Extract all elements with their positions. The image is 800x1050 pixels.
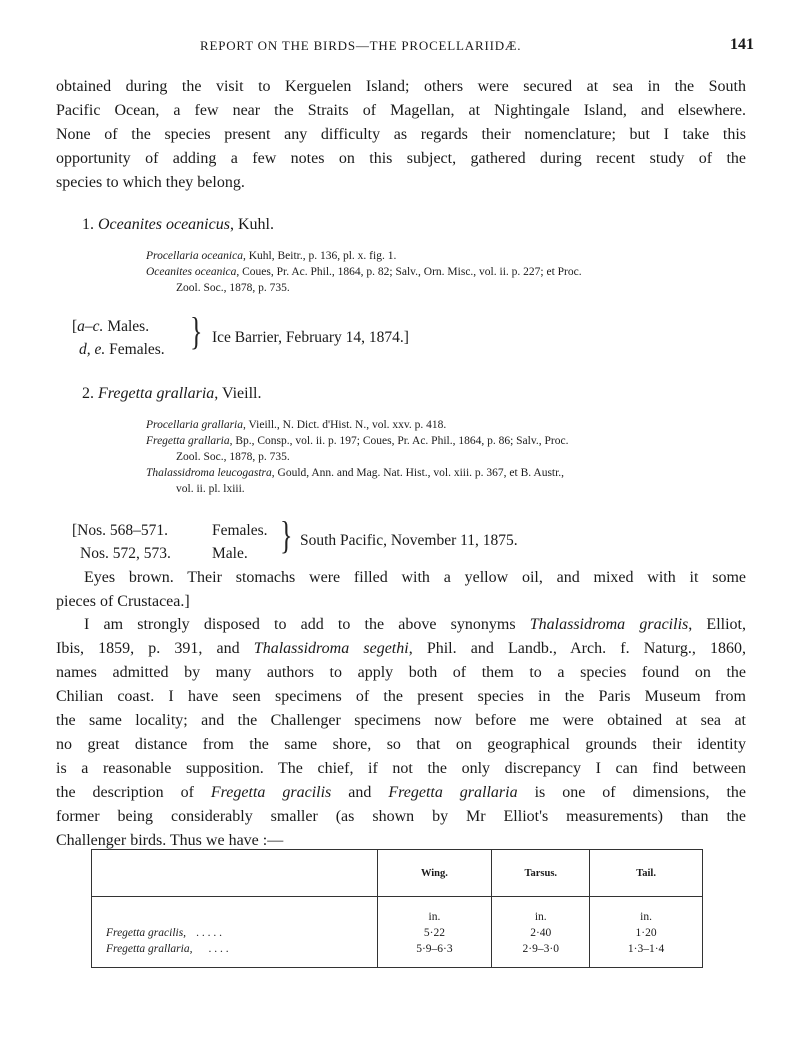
text-run: is one of dimensions, the bbox=[517, 784, 747, 801]
note-line-1: Eyes brown. Their stomachs were filled with a yellow oil, and mixed with it some bbox=[84, 569, 746, 586]
discussion-line-9: former being considerably smaller (as shown by Mr Elliot's measurements) than the bbox=[56, 808, 746, 825]
taxon-name: Thalassidroma segethi bbox=[253, 640, 409, 657]
leader-dots: . . . . . bbox=[196, 927, 222, 939]
species-1-synonymy bbox=[146, 248, 582, 296]
synonym-line bbox=[146, 433, 568, 449]
tail-cell: 1·3–1·4 bbox=[590, 943, 703, 968]
species-1-author: , Kuhl. bbox=[229, 216, 274, 233]
synonym-continuation: Zool. Soc., 1878, p. 735. bbox=[176, 451, 290, 463]
specimen-line-1 bbox=[72, 318, 149, 336]
species-2-author: , Vieill. bbox=[214, 385, 262, 402]
table-cell bbox=[92, 897, 378, 924]
intro-paragraph bbox=[56, 75, 746, 195]
table-header-cell bbox=[92, 850, 378, 897]
discussion-line-5: the same locality; and the Challenger specimens now before me were obtained at sea at bbox=[56, 712, 746, 729]
species-1-heading bbox=[82, 216, 274, 234]
table-row bbox=[92, 923, 703, 943]
text-run: and bbox=[331, 784, 389, 801]
specimen-line-2 bbox=[80, 545, 171, 563]
specimen-sex: Females. bbox=[212, 522, 268, 539]
table-header-cell: Tarsus. bbox=[492, 850, 590, 897]
specimen-sex: Females. bbox=[109, 341, 165, 358]
species-2-name: Fregetta grallaria bbox=[98, 385, 215, 402]
intro-line-4: opportunity of adding a few notes on this subject, gathered during recent study of the bbox=[56, 150, 746, 167]
synonym-line bbox=[146, 465, 568, 481]
bracket-open: [ bbox=[72, 318, 78, 335]
species-1-name: Oceanites oceanicus bbox=[98, 216, 230, 233]
species-2-number: 2. bbox=[82, 385, 94, 402]
brace-icon: } bbox=[280, 514, 293, 558]
synonym-ref: , Gould, Ann. and Mag. Nat. Hist., vol. xiii. p. 367, et B. Austr., bbox=[271, 467, 565, 479]
specimen-numbers: [Nos. 568–571. bbox=[72, 522, 169, 539]
specimen-locality: Ice Barrier, February 14, 1874.] bbox=[212, 329, 409, 346]
synonym-continuation: Zool. Soc., 1878, p. 735. bbox=[176, 282, 290, 294]
running-title: REPORT ON THE BIRDS—THE PROCELLARIIDÆ. bbox=[200, 38, 522, 53]
leader-dots: . . . . bbox=[208, 943, 229, 955]
text-run: I am strongly disposed to add to the above synonyms bbox=[84, 616, 530, 633]
table-units-row bbox=[92, 897, 703, 924]
synonym-continuation: vol. ii. pl. lxiii. bbox=[176, 483, 245, 495]
row-label bbox=[92, 943, 378, 968]
unit-cell: in. bbox=[590, 897, 703, 924]
discussion-line-7: is a reasonable supposition. The chief, if not the only discrepancy I can find between bbox=[56, 760, 746, 777]
table-header-row bbox=[92, 850, 703, 897]
species-2-synonymy bbox=[146, 417, 568, 497]
intro-line-3: None of the species present any difficulty as regards their nomenclature; but I take this bbox=[56, 126, 746, 143]
synonym-line bbox=[146, 248, 582, 264]
synonym-ref: , Bp., Consp., vol. ii. p. 197; Coues, Pr. Ac. Phil., 1864, p. 86; Salv., Proc. bbox=[229, 435, 569, 447]
synonym-ref: , Vieill., N. Dict. d'Hist. N., vol. xxv. p. 418. bbox=[243, 419, 447, 431]
synonym-line bbox=[146, 417, 568, 433]
specimen-sex: Males. bbox=[107, 318, 150, 335]
discussion-line-2 bbox=[56, 637, 746, 661]
page-number: 141 bbox=[730, 36, 754, 53]
discussion-line-8 bbox=[56, 781, 746, 805]
specimen-line-1 bbox=[72, 522, 168, 540]
species-1-number: 1. bbox=[82, 216, 94, 233]
discussion-line-1 bbox=[56, 613, 746, 637]
synonym-name: Procellaria oceanica bbox=[146, 250, 243, 262]
discussion-line-3: names admitted by many authors to apply both of them to a species found on the bbox=[56, 664, 746, 681]
synonym-name: Thalassidroma leucogastra bbox=[146, 467, 272, 479]
specimen-sex: Male. bbox=[212, 545, 248, 562]
unit-cell: in. bbox=[492, 897, 590, 924]
discussion-line-4: Chilian coast. I have seen specimens of the present species in the Paris Museum from bbox=[56, 688, 746, 705]
table-header-cell: Wing. bbox=[377, 850, 492, 897]
species-2-note bbox=[56, 566, 746, 614]
discussion-paragraph bbox=[56, 613, 746, 853]
table-header-cell: Tail. bbox=[590, 850, 703, 897]
brace-icon: } bbox=[190, 310, 203, 354]
synonym-name: Procellaria grallaria bbox=[146, 419, 244, 431]
specimen-numbers: Nos. 572, 573. bbox=[80, 545, 171, 562]
taxon-name: Fregetta grallaria, bbox=[106, 943, 193, 955]
synonym-name: Oceanites oceanica bbox=[146, 266, 237, 278]
specimen-line-2 bbox=[79, 341, 165, 359]
synonym-ref: , Coues, Pr. Ac. Phil., 1864, p. 82; Salv., Orn. Misc., vol. ii. p. 227; et Proc. bbox=[236, 266, 582, 278]
synonym-line bbox=[146, 264, 582, 280]
text-run: , Elliot, bbox=[688, 616, 746, 633]
synonym-name: Fregetta grallaria bbox=[146, 435, 230, 447]
taxon-name: Fregetta gracilis, bbox=[106, 927, 187, 939]
note-line-2: pieces of Crustacea.] bbox=[56, 593, 190, 610]
intro-line-2: Pacific Ocean, a few near the Straits of Magellan, at Nightingale Island, and elsewhere. bbox=[56, 102, 746, 119]
taxon-name: Fregetta gracilis bbox=[210, 784, 332, 801]
table-row bbox=[92, 943, 703, 968]
discussion-line-10: Challenger birds. Thus we have :— bbox=[56, 832, 284, 849]
intro-line-1: obtained during the visit to Kerguelen Island; others were secured at sea in the South bbox=[56, 78, 746, 95]
intro-line-5: species to which they belong. bbox=[56, 174, 245, 191]
text-run: Ibis, 1859, p. 391, and bbox=[56, 640, 254, 657]
synonym-ref: , Kuhl, Beitr., p. 136, pl. x. fig. 1. bbox=[242, 250, 397, 262]
species-2-heading bbox=[82, 385, 261, 403]
text-run: , Phil. and Landb., Arch. f. Naturg., 1860, bbox=[408, 640, 746, 657]
wing-cell: 5·22 bbox=[377, 923, 492, 943]
measurements-table bbox=[91, 849, 703, 968]
tail-cell: 1·20 bbox=[590, 923, 703, 943]
unit-cell: in. bbox=[377, 897, 492, 924]
taxon-name: Thalassidroma gracilis bbox=[529, 616, 689, 633]
tarsus-cell: 2·9–3·0 bbox=[492, 943, 590, 968]
wing-cell: 5·9–6·3 bbox=[377, 943, 492, 968]
specimen-letters: d, e. bbox=[79, 341, 106, 358]
tarsus-cell: 2·40 bbox=[492, 923, 590, 943]
running-header bbox=[0, 38, 800, 58]
text-run: the description of bbox=[56, 784, 211, 801]
specimen-letters: a–c. bbox=[77, 318, 104, 335]
row-label bbox=[92, 923, 378, 943]
specimen-locality: South Pacific, November 11, 1875. bbox=[300, 532, 518, 549]
taxon-name: Fregetta grallaria bbox=[388, 784, 518, 801]
discussion-line-6: no great distance from the same shore, so that on geographical grounds their identity bbox=[56, 736, 746, 753]
